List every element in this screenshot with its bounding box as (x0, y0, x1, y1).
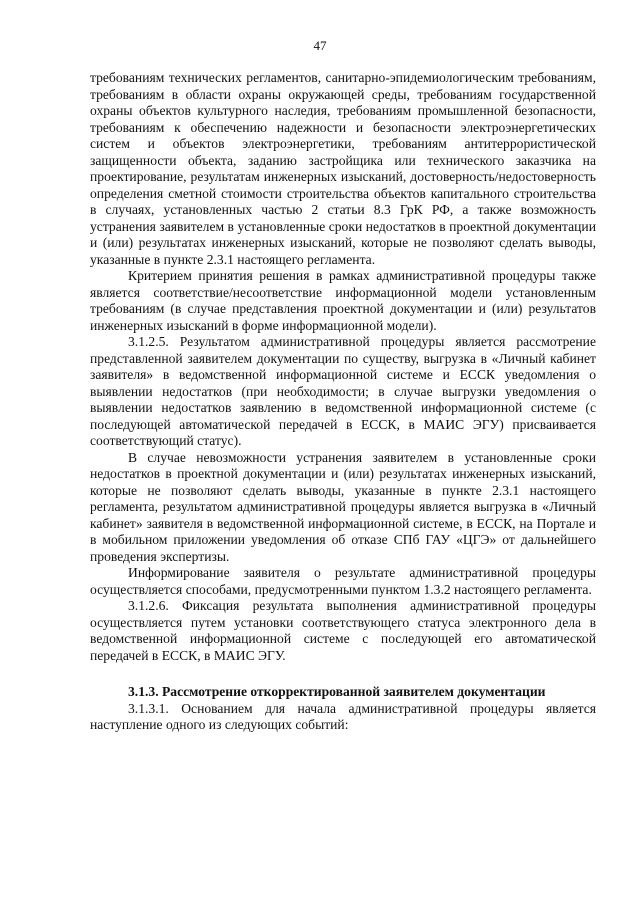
paragraph-informing: Информирование заявителя о результате административной процедуры осуществляется способами, предусмотренными пунктом 1.3.2 настоящего регламента. (90, 565, 596, 597)
section-heading-3-1-3: 3.1.3. Рассмотрение откорректированной заявителем документации (128, 684, 546, 699)
page-body (90, 70, 596, 734)
page-number: 47 (313, 38, 327, 53)
paragraph-decision-criterion: Критерием принятия решения в рамках административной процедуры также является соответствие/несоответствие информационной модели установленным требованиям (в случае представления проектной документации и (или) результатов инженерных изысканий в форме информационной модели). (90, 268, 596, 333)
paragraph-refusal-case: В случае невозможности устранения заявителем в установленные сроки недостатков в проектной документации и (или) результатах инженерных изысканий, которые не позволяют сделать выводы, указанные в пункте 2.3.1 настоящего регламента, результатом административной процедуры является выгрузка в «Личный кабинет» заявителя в ведомственной информационной системе, в ЕССК, на Портале и в мобильном приложении уведомления об отказе СПб ГАУ «ЦГЭ» от дальнейшего проведения экспертизы. (90, 449, 596, 564)
paragraph-3-1-3-1: 3.1.3.1. Основанием для начала административной процедуры является наступление одного из следующих событий: (90, 700, 596, 732)
paragraph-3-1-2-5: 3.1.2.5. Результатом административной процедуры является рассмотрение представленной заявителем документации по существу, выгрузка в «Личный кабинет заявителя» в ведомственной информационной системе и ЕССК уведомления о выявлении недостатков (при необходимости; в случае выгрузки уведомления о выявлении недостатков заявлению в ведомственной информационной системе (с последующей автоматической передачей в ЕССК, в МАИС ЭГУ) присваивается соответствующий статус). (90, 334, 596, 448)
paragraph-continuation: требованиям технических регламентов, санитарно-эпидемиологическим требованиям, требованиям в области охраны окружающей среды, требованиям государственной охраны объектов культурного наследия, требованиям промышленной безопасности, требованиям к обеспечению надежности и безопасности электроэнергетических систем и объектов электроэнергетики, требованиям антитеррористической защищенности объекта, заданию застройщика или технического заказчика на проектирование, результатам инженерных изысканий, достоверность/недостоверность определения сметной стоимости строительства объектов капитального строительства в случаях, установленных частью 2 статьи 8.3 ГрК РФ, а также возможность устранения заявителем в установленные сроки недостатков в проектной документации и (или) результатах инженерных изысканий, которые не позволяют сделать выводы, указанные в пункте 2.3.1 настоящего регламента. (90, 70, 596, 267)
paragraph-3-1-2-6: 3.1.2.6. Фиксация результата выполнения административной процедуры осуществляется путем установки соответствующего статуса электронного дела в ведомственной информационной системе с последующей его автоматической передачей в ЕССК, в МАИС ЭГУ. (90, 598, 596, 663)
